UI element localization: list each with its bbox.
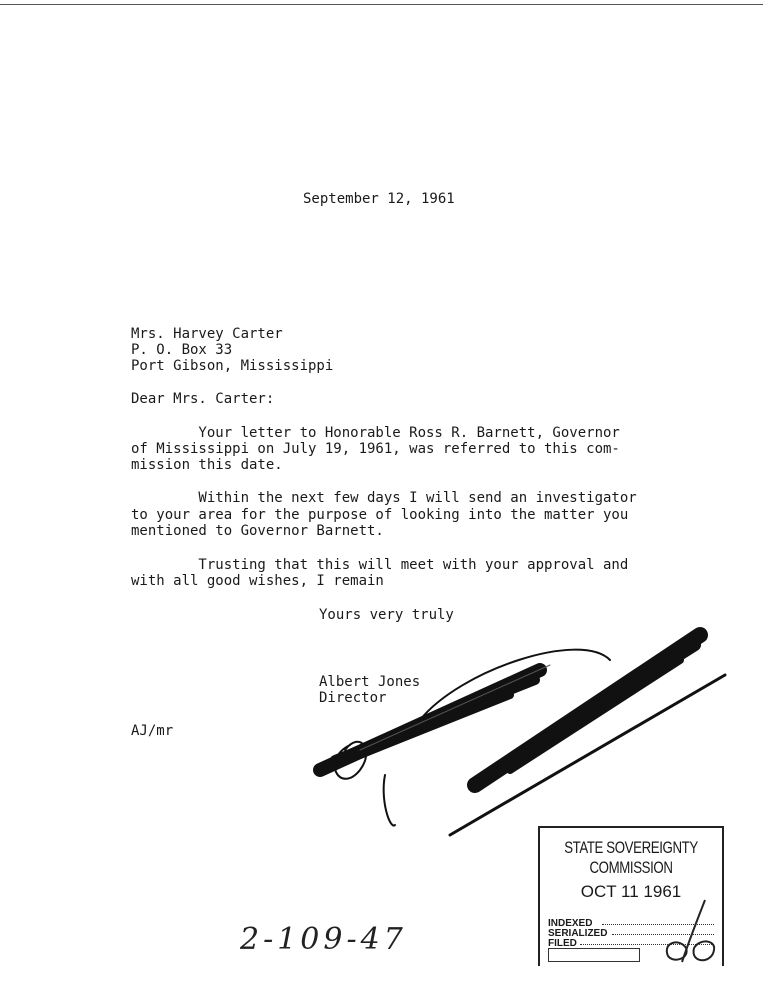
paragraph-3-line-1: Trusting that this will meet with your approval and [131, 557, 629, 573]
stamp-field-serialized: SERIALIZED [548, 928, 608, 939]
address-line-2: P. O. Box 33 [131, 342, 233, 358]
paragraph-1-line-3: mission this date. [131, 457, 283, 473]
signer-title: Director [319, 690, 387, 706]
handwritten-file-number: 2-109-47 [240, 922, 407, 957]
typist-initials: AJ/mr [131, 723, 174, 739]
paragraph-3-line-2: with all good wishes, I remain [131, 573, 384, 589]
paragraph-2-line-3: mentioned to Governor Barnett. [131, 523, 384, 539]
paragraph-1-line-2: of Mississippi on July 19, 1961, was referred to this com- [131, 441, 620, 457]
page-top-edge [0, 4, 763, 5]
paragraph-1-line-1: Your letter to Honorable Ross R. Barnett, Governor [131, 425, 620, 441]
salutation: Dear Mrs. Carter: [131, 391, 275, 407]
handwritten-filing-mark [660, 898, 720, 966]
commission-received-stamp [538, 826, 724, 966]
paragraph-2-line-2: to your area for the purpose of looking into the matter you [131, 507, 629, 523]
stamp-field-filed: FILED [548, 938, 577, 949]
signer-name: Albert Jones [319, 674, 421, 690]
stamp-entry-box [548, 948, 640, 962]
redacted-signature-scribble [300, 610, 740, 850]
paragraph-2-line-1: Within the next few days I will send an investigator [131, 490, 637, 506]
letter-date: September 12, 1961 [303, 191, 455, 207]
stamp-heading: STATE SOVEREIGNTY COMMISSION [564, 838, 698, 877]
stamp-field-indexed: INDEXED [548, 918, 593, 929]
stamp-date: OCT 11 1961 [580, 882, 682, 901]
address-line-3: Port Gibson, Mississippi [131, 358, 334, 374]
address-line-1: Mrs. Harvey Carter [131, 326, 283, 342]
closing: Yours very truly [319, 607, 454, 623]
